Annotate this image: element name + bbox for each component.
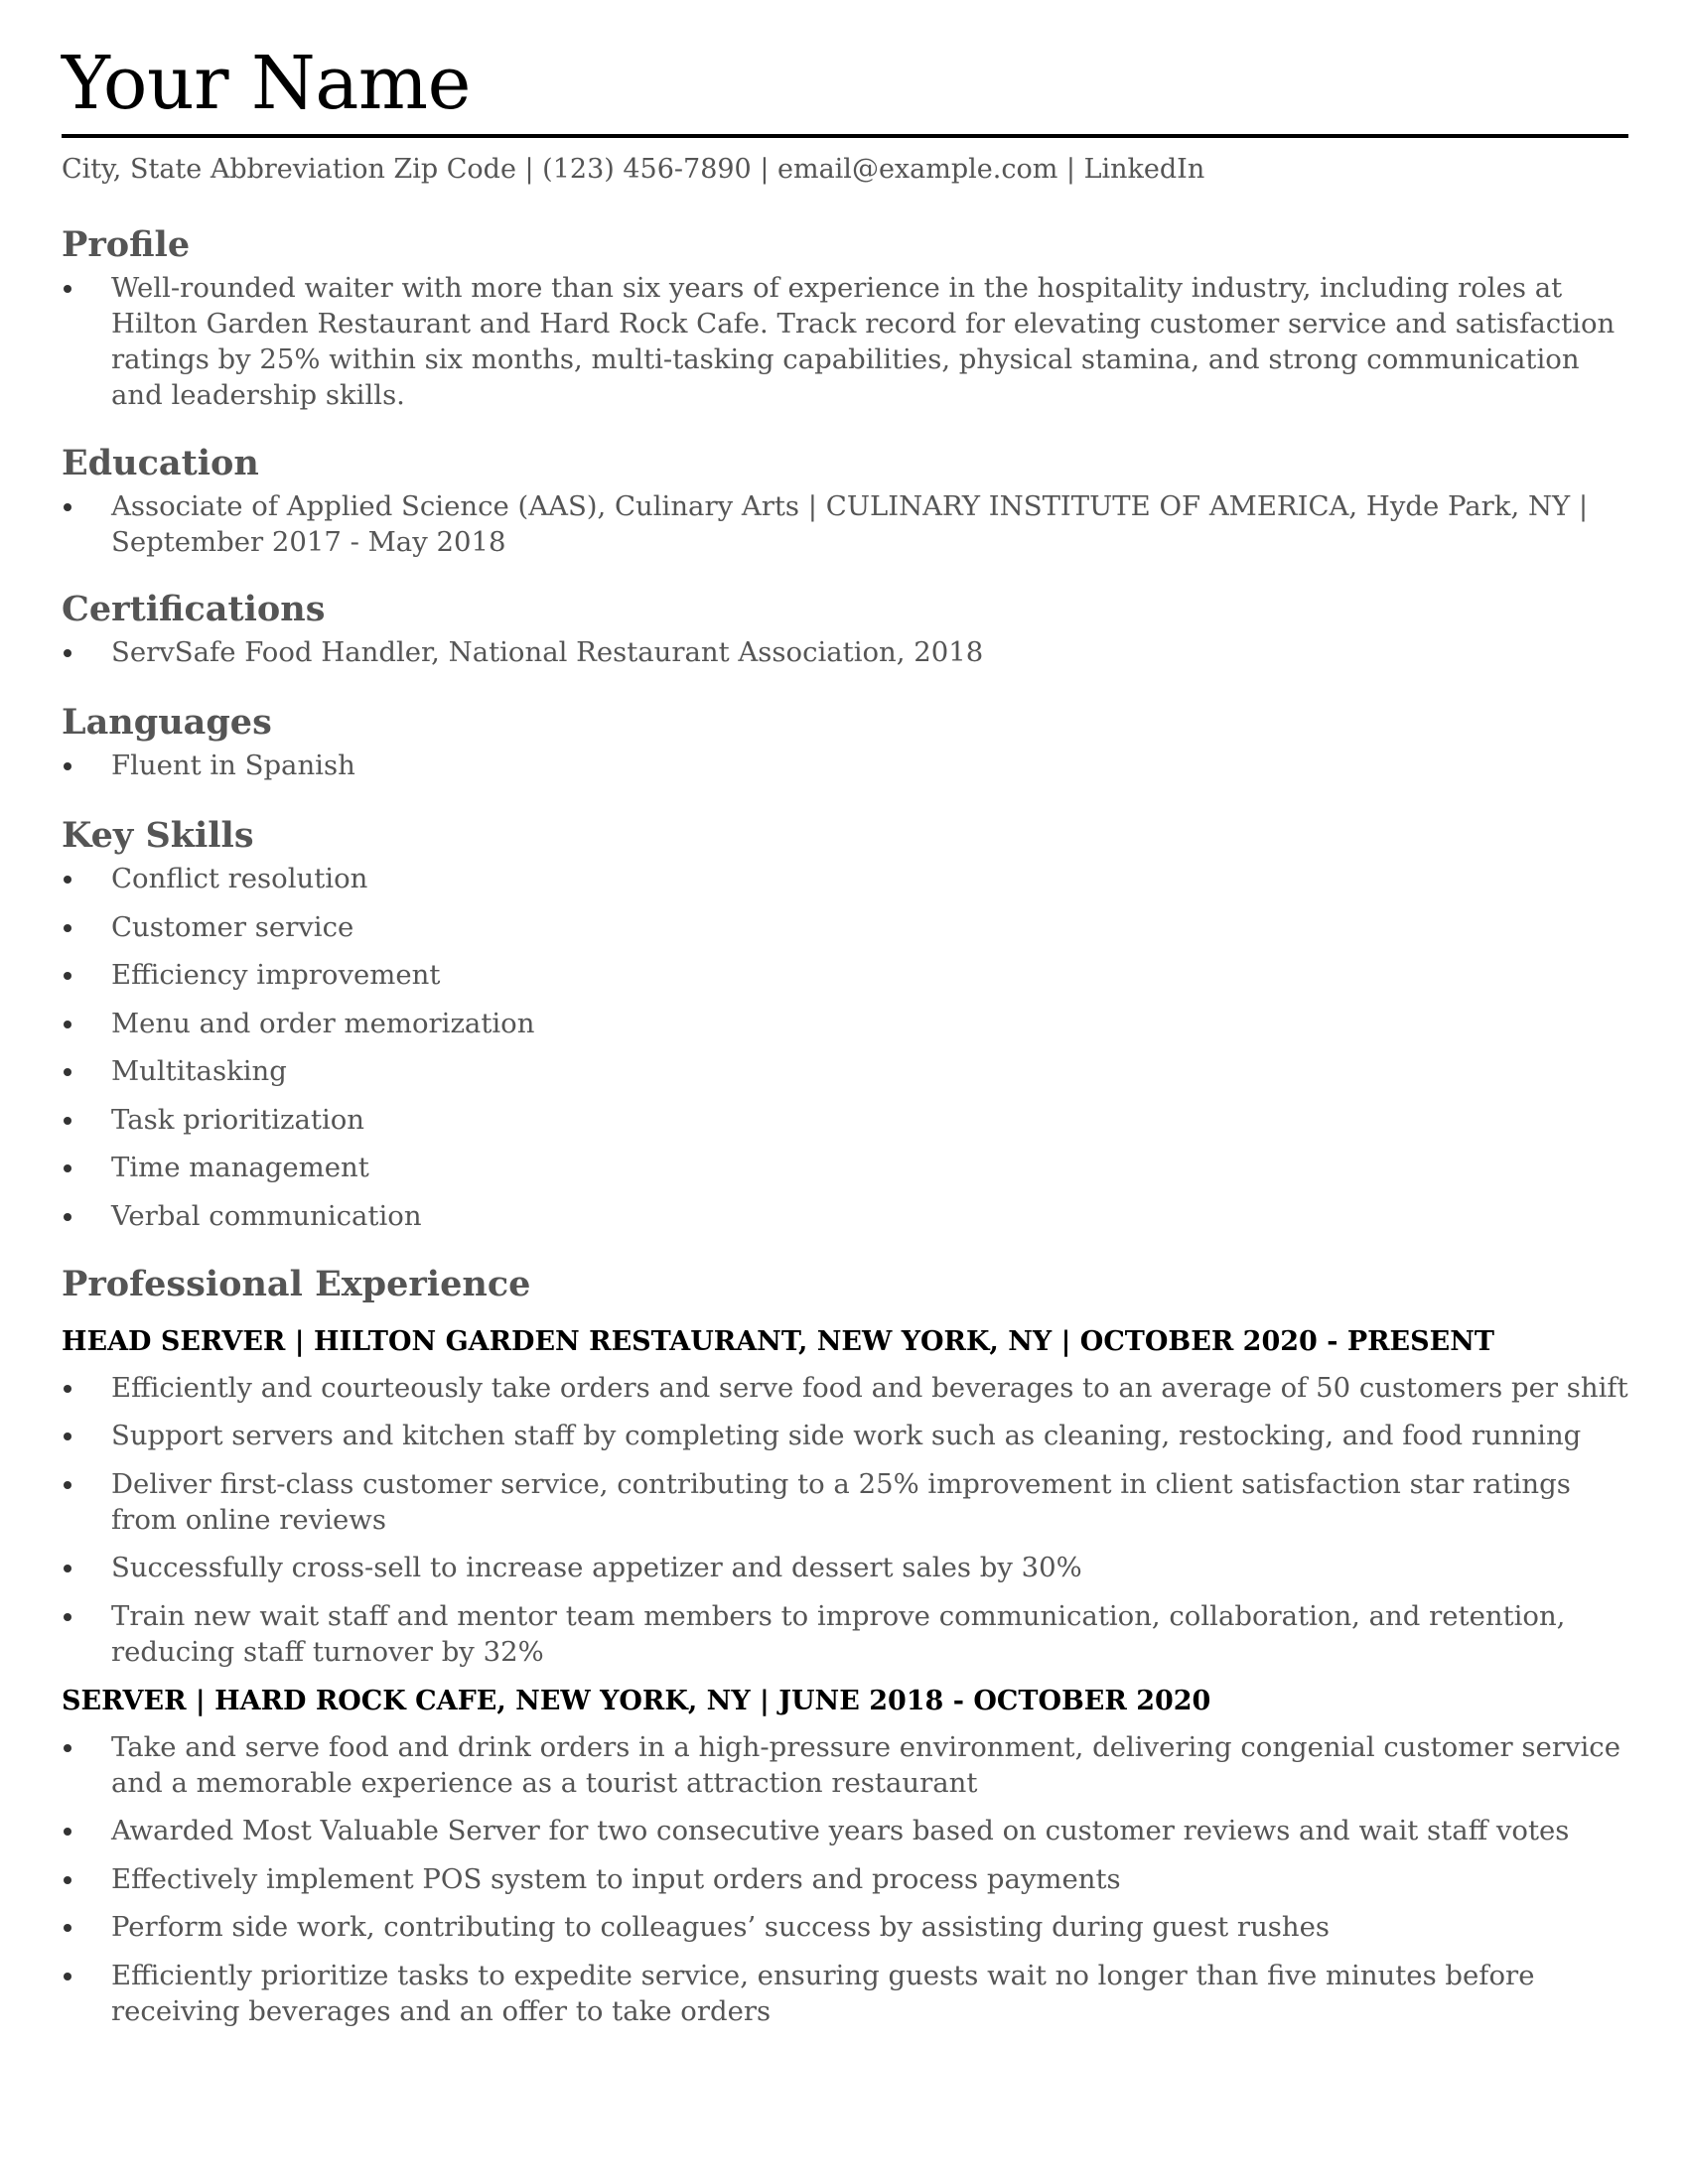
profile-section: [62, 220, 1628, 413]
section-title-education: Education: [62, 443, 259, 483]
skill-item: Conflict resolution: [62, 861, 1628, 896]
education-item: Associate of Applied Science (AAS), Culinary Arts | CULINARY INSTITUTE OF AMERICA, Hyde Park, NY | September 2017 - May 2018: [62, 488, 1628, 560]
skill-item: Multitasking: [62, 1053, 1628, 1089]
profile-item: Well-rounded waiter with more than six years of experience in the hospitality industry, including roles at Hilton Garden Restaurant and Hard Rock Cafe. Track record for elevating customer service and satisfaction ratings by 25% within six months, multi-tasking capabilities, physical stamina, and strong communication and leadership skills.: [62, 270, 1628, 413]
job-bullet: Awarded Most Valuable Server for two consecutive years based on customer reviews and wait staff votes: [62, 1813, 1628, 1848]
certifications-section: [62, 585, 1628, 670]
skill-item: Verbal communication: [62, 1198, 1628, 1234]
skill-item: Menu and order memorization: [62, 1006, 1628, 1041]
certification-item: ServSafe Food Handler, National Restaurant Association, 2018: [62, 634, 1628, 670]
job-bullet: Effectively implement POS system to input orders and process payments: [62, 1861, 1628, 1897]
job-bullet: Efficiently and courteously take orders and serve food and beverages to an average of 50 customers per shift: [62, 1370, 1628, 1406]
resume-name: Your Name: [62, 41, 471, 126]
experience-section: [62, 1260, 1628, 2029]
job-bullet: Efficiently prioritize tasks to expedite service, ensuring guests wait no longer than five minutes before receiving beverages and an offer to take orders: [62, 1958, 1628, 2029]
header-rule: [62, 134, 1628, 138]
skills-section: [62, 811, 1628, 1234]
job-bullet: Support servers and kitchen staff by completing side work such as cleaning, restocking, and food running: [62, 1418, 1628, 1453]
languages-section: [62, 698, 1628, 783]
resume-page: [62, 0, 1628, 2029]
skill-item: Efficiency improvement: [62, 957, 1628, 993]
section-title-profile: Profile: [62, 224, 191, 265]
skill-item: Task prioritization: [62, 1102, 1628, 1138]
job-heading: SERVER | HARD ROCK CAFE, NEW YORK, NY | JUNE 2018 - OCTOBER 2020: [62, 1685, 1211, 1716]
education-section: [62, 439, 1628, 560]
section-title-skills: Key Skills: [62, 815, 254, 856]
job-bullet: Take and serve food and drink orders in a high-pressure environment, delivering congenial customer service and a memorable experience as a tourist attraction restaurant: [62, 1729, 1628, 1801]
section-title-certifications: Certifications: [62, 589, 326, 629]
language-item: Fluent in Spanish: [62, 748, 1628, 783]
job-bullet: Train new wait staff and mentor team members to improve communication, collaboration, and retention, reducing staff turnover by 32%: [62, 1598, 1628, 1670]
section-title-languages: Languages: [62, 702, 272, 743]
skill-item: Customer service: [62, 909, 1628, 945]
section-title-experience: Professional Experience: [62, 1263, 531, 1304]
job-bullet: Successfully cross-sell to increase appetizer and dessert sales by 30%: [62, 1550, 1628, 1585]
job-heading: HEAD SERVER | HILTON GARDEN RESTAURANT, NEW YORK, NY | OCTOBER 2020 - PRESENT: [62, 1325, 1494, 1357]
skill-item: Time management: [62, 1150, 1628, 1185]
job-bullet: Deliver first-class customer service, contributing to a 25% improvement in client satisfaction star ratings from online reviews: [62, 1466, 1628, 1538]
job-bullet: Perform side work, contributing to colleagues’ success by assisting during guest rushes: [62, 1909, 1628, 1945]
contact-line: City, State Abbreviation Zip Code | (123) 456-7890 | email@example.com | LinkedIn: [62, 154, 1205, 185]
